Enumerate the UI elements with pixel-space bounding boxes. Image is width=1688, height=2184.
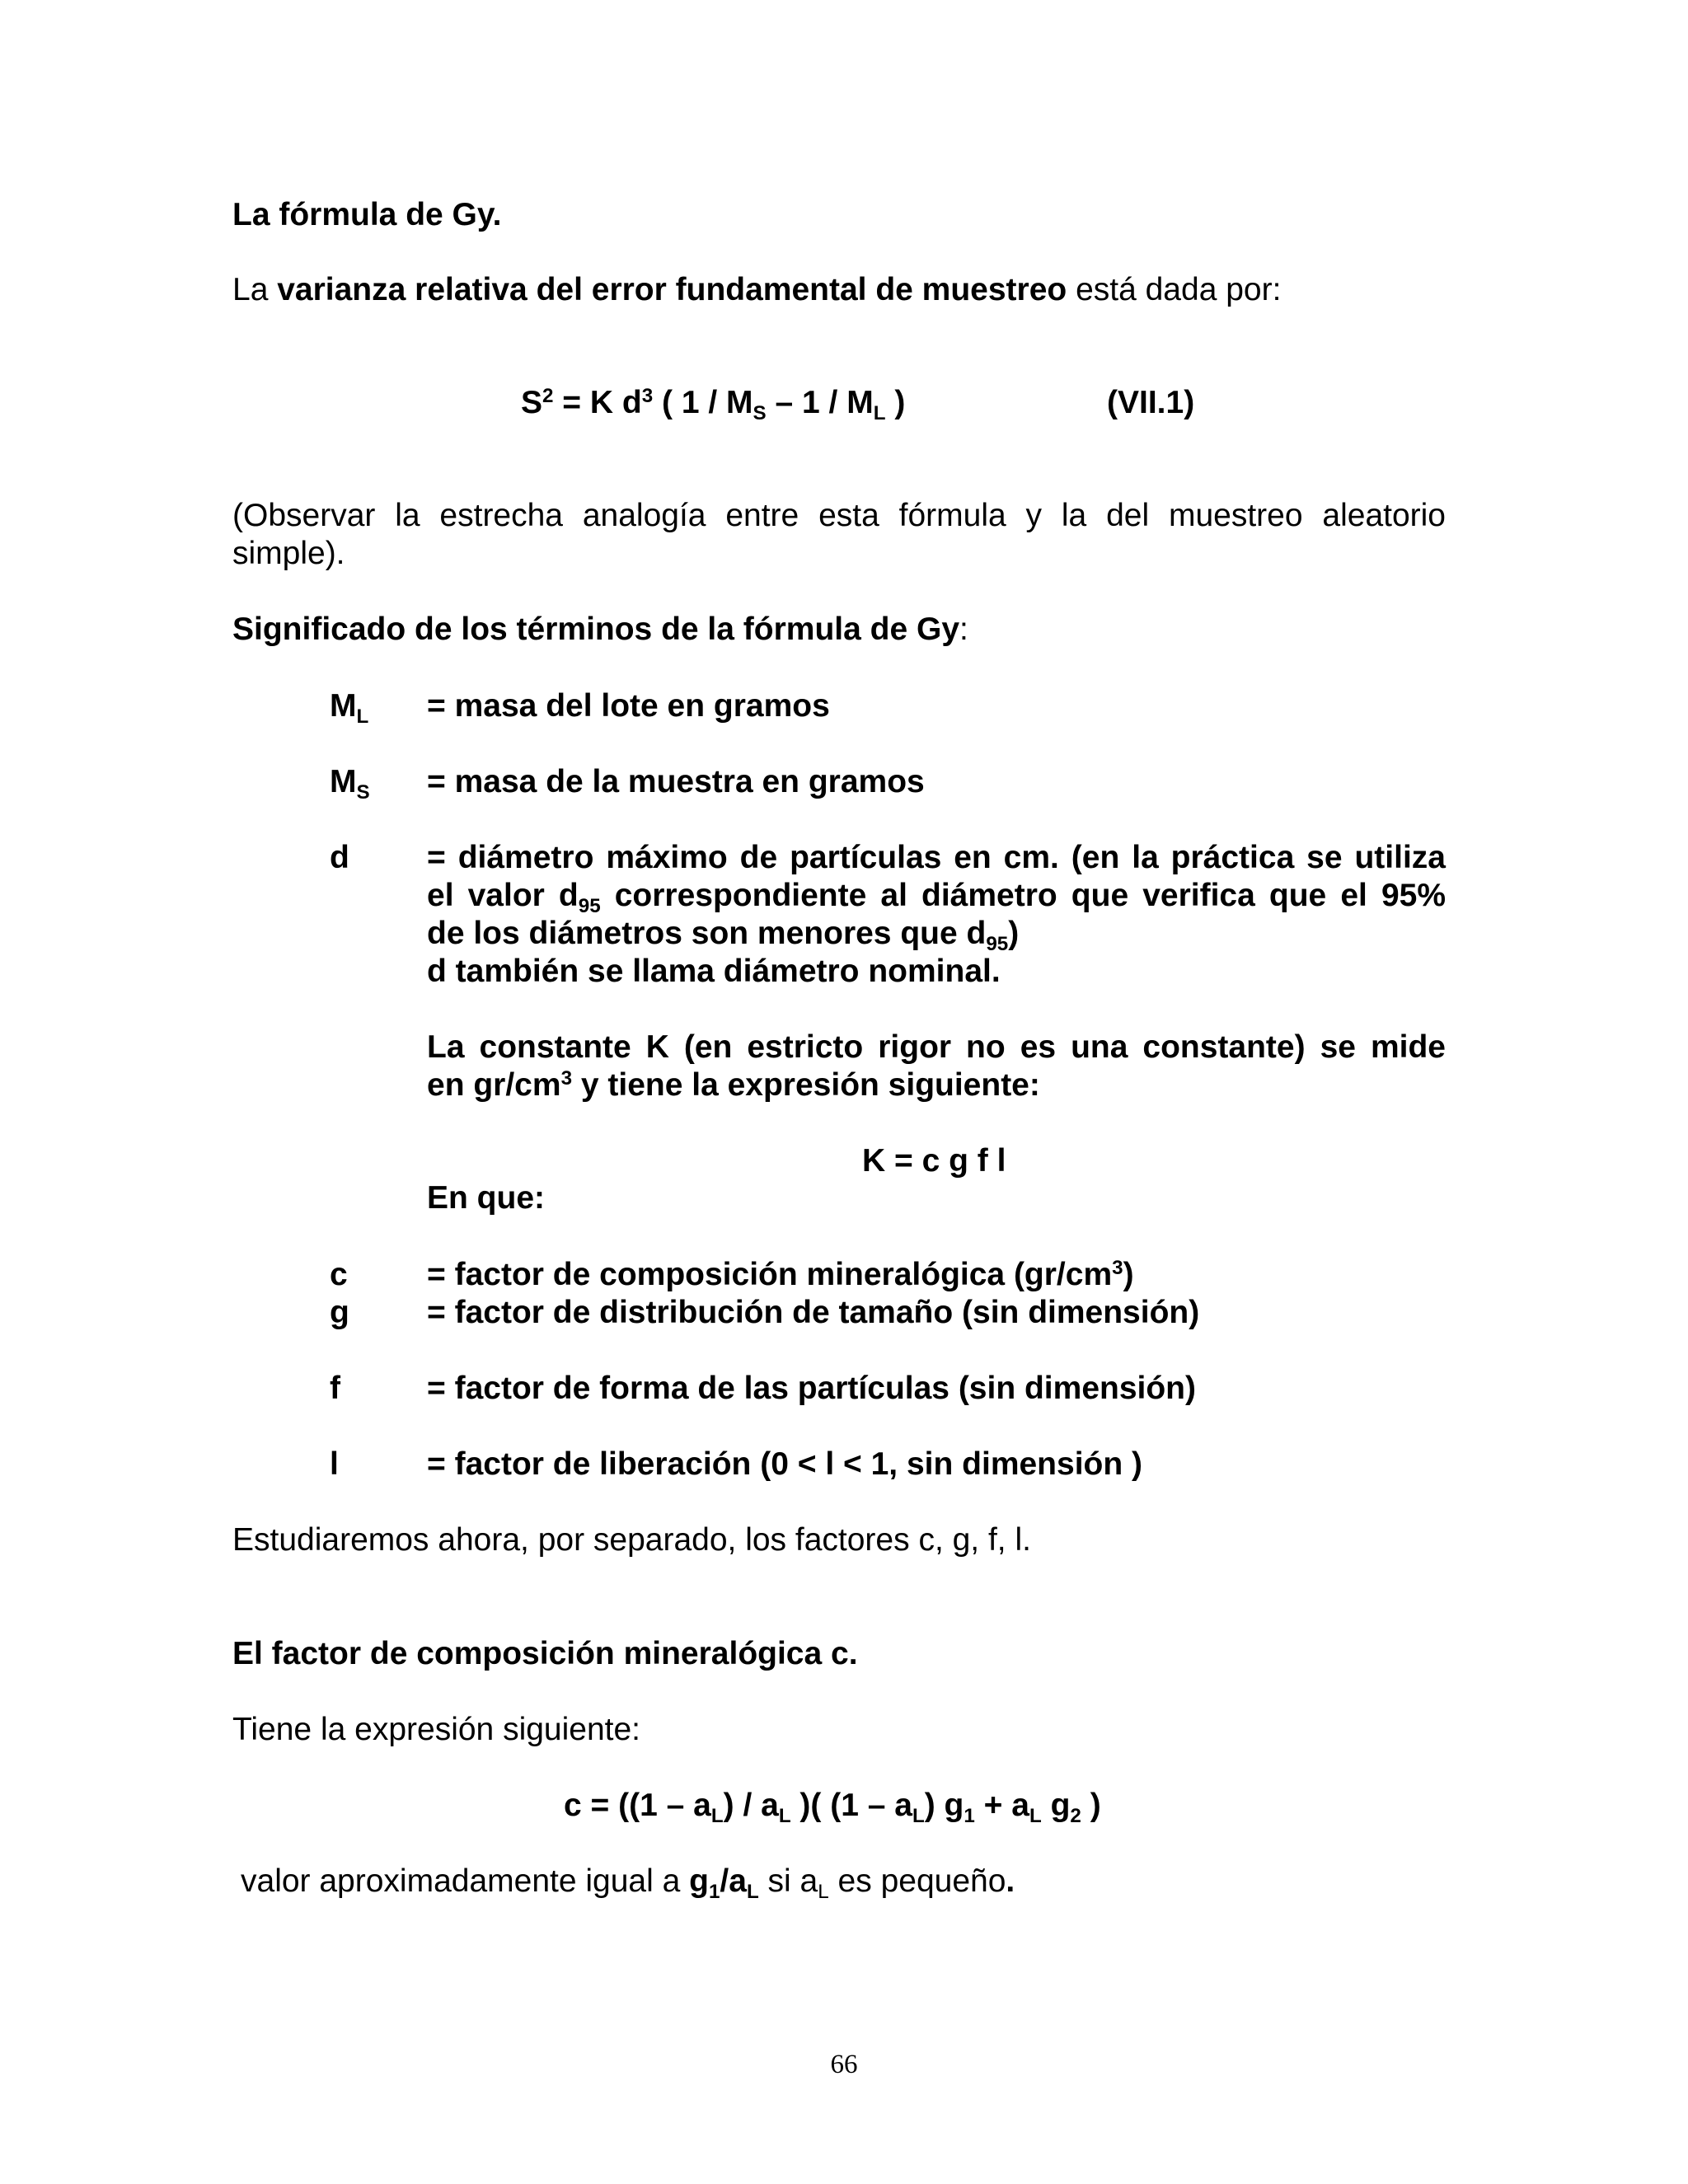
approx-g: g [689,1863,709,1899]
eq1-part2: ( 1 / M [653,385,753,420]
term-definition-l: = factor de liberación (0 < l < 1, sin dimensión ) [427,1446,1142,1482]
eqc-p5: + a [974,1788,1029,1823]
k-line2-exp: 3 [560,1066,573,1090]
ms-symbol: M [330,764,357,799]
ml-symbol: M [330,688,357,724]
d-def-line-1: = diámetro máximo de partículas en cm. (en la práctica se utiliza [427,840,1446,875]
d-line3-b: ) [1008,916,1020,951]
k-para-line-2 [427,1066,1446,1104]
term-symbol-ml [330,687,369,729]
d-def-line-2 [427,877,1447,918]
k-constant-paragraph [427,1029,1446,1104]
eqc-s6: 2 [1070,1805,1081,1828]
observation-line-1: (Observar la estrecha analogía entre esta fórmula y la del muestreo aleatorio [232,498,1446,533]
c-def-b: ) [1123,1257,1134,1292]
approx-ratio [689,1863,759,1904]
intro-bold-term: varianza relativa del error fundamental de muestreo [277,272,1067,307]
terms-heading [232,611,968,649]
eq1-part1: = K d [553,385,642,420]
eqc-s3: L [912,1805,925,1828]
intro-sentence [232,271,1281,309]
approx-a-sub: L [746,1881,759,1904]
eqc-p7: ) [1081,1788,1101,1823]
eq1-d-exp: 3 [641,384,654,407]
tiene-sentence: Tiene la expresión siguiente: [232,1712,641,1747]
eqc-s5: L [1029,1805,1042,1828]
term-definition-ms: = masa de la muestra en gramos [427,764,925,799]
terms-heading-colon: : [959,612,968,647]
eq1-ml-sub: L [873,402,886,425]
term-definition-g: = factor de distribución de tamaño (sin dimensión) [427,1295,1200,1330]
term-definition-c [427,1256,1134,1294]
eqc-p2: ) / a [723,1788,779,1823]
eqc-p1: c = ((1 – a [564,1788,711,1823]
eqc-s2: L [778,1805,791,1828]
term-symbol-f: f [330,1371,340,1406]
k-line2-a: en gr/cm [427,1067,561,1103]
d-def-line-4: d también se llama diámetro nominal. [427,954,1001,989]
term-symbol-d: d [330,840,349,875]
eq1-s-exp: 2 [542,384,554,407]
approx-mid: si a [758,1863,818,1899]
approx-g-sub: 1 [708,1881,720,1904]
eq1-s: S [521,385,543,420]
intro-pre: La [232,272,278,307]
term-definition-f: = factor de forma de las partículas (sin dimensión) [427,1371,1196,1406]
eqc-p3: )( (1 – a [790,1788,912,1823]
equation-vii-1 [521,384,906,425]
c-def-a: = factor de composición mineralógica (gr/cm [427,1257,1113,1292]
section-heading-gy: La fórmula de Gy. [232,197,502,232]
term-symbol-ms [330,763,370,804]
eq1-ms-sub: S [753,402,767,425]
k-line2-b: y tiene la expresión siguiente: [572,1067,1040,1103]
eqc-p4: ) g [924,1788,964,1823]
approx-pre: valor aproximadamente igual a [241,1863,690,1899]
d-line2-sub: 95 [578,895,601,918]
c-def-exp: 3 [1112,1256,1123,1279]
d-line2-b: correspondiente al diámetro que verifica que el 95% [600,878,1447,913]
d-line2-a: el valor d [427,878,579,913]
approx-mid-sub: L [818,1881,829,1904]
section-heading-c: El factor de composición mineralógica c. [232,1636,858,1671]
d-line3-sub: 95 [986,933,1009,956]
en-que-label: En que: [427,1180,545,1216]
d-line3-a: de los diámetros son menores que d [427,916,987,951]
d-def-line-3 [427,915,1446,956]
term-symbol-l: l [330,1446,339,1482]
approx-sentence [241,1863,1015,1904]
intro-post: está dada por: [1067,272,1282,307]
eq1-part4: ) [885,385,906,420]
observation-line-2: simple). [232,536,345,571]
equation-number: (VII.1) [1107,385,1195,420]
eqc-s4: 1 [964,1805,975,1828]
term-definition-ml: = masa del lote en gramos [427,688,830,724]
study-sentence: Estudiaremos ahora, por separado, los factores c, g, f, l. [232,1522,1031,1558]
term-symbol-g: g [330,1295,349,1330]
approx-dot: . [1006,1863,1015,1899]
term-definition-d [427,839,1446,991]
ml-subscript: L [356,705,369,729]
term-symbol-c: c [330,1257,348,1292]
approx-slash: /a [720,1863,747,1899]
eq1-part3: – 1 / M [766,385,874,420]
equation-c [564,1787,1101,1828]
k-para-line-1: La constante K (en estricto rigor no es una constante) se mide [427,1029,1446,1065]
page-number: 66 [830,2050,858,2079]
approx-post: es pequeño [828,1863,1006,1899]
eqc-s1: L [710,1805,724,1828]
observation-paragraph [232,497,1446,573]
eqc-p6: g [1041,1788,1071,1823]
ms-subscript: S [356,781,370,804]
terms-heading-bold: Significado de los términos de la fórmula de Gy [232,612,960,647]
k-formula: K = c g f l [862,1143,1006,1179]
